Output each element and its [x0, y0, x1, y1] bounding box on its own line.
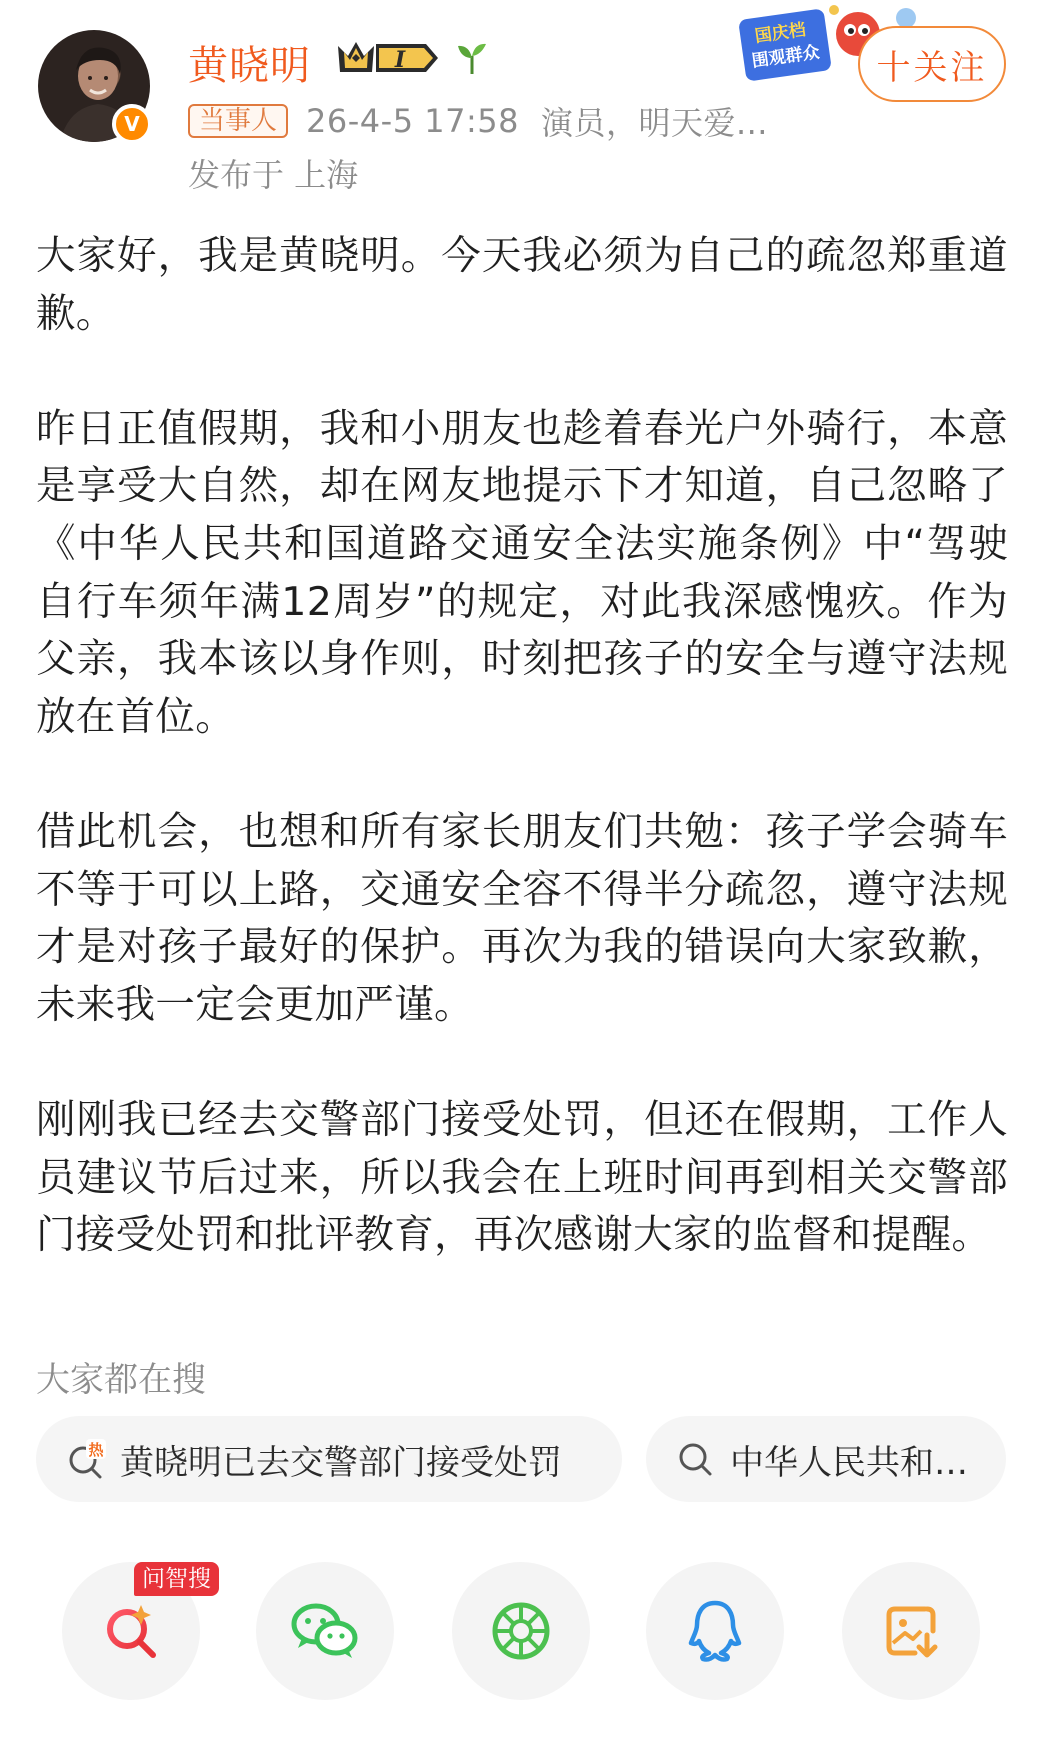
post-location: 发布于 上海	[188, 156, 359, 194]
user-name[interactable]: 黄晓明	[188, 43, 311, 89]
post-time: 26-4-5 17:58	[306, 102, 519, 140]
share-qq-button[interactable]	[646, 1562, 784, 1700]
save-image-icon	[881, 1601, 941, 1661]
post-paragraph: 昨日正值假期，我和小朋友也趁着春光户外骑行，本意是享受大自然，却在网友地提示下才知道，自己忽略了《中华人民共和国道路交通安全法实施条例》中“驾驶自行车须年满12周岁”的规定，对此我深感愧疚。作为父亲，我本该以身作则，时刻把孩子的安全与遵守法规放在首位。	[36, 405, 1008, 740]
wechat-icon	[290, 1600, 360, 1662]
moments-icon	[490, 1600, 552, 1662]
share-wechat-button[interactable]	[256, 1562, 394, 1700]
search-suggestion-hot[interactable]	[36, 1416, 622, 1502]
svg-text:热: 热	[88, 1442, 104, 1459]
svg-text:国庆档: 国庆档	[753, 20, 807, 46]
search-icon	[676, 1439, 716, 1479]
qq-icon	[687, 1599, 743, 1663]
share-moments-button[interactable]	[452, 1562, 590, 1700]
party-tag: 当事人	[188, 104, 288, 138]
post-content	[36, 228, 1008, 1265]
vip-crown-badge-icon[interactable]	[330, 36, 440, 80]
post-paragraph: 刚刚我已经去交警部门接受处罚，但还在假期，工作人员建议节后过来，所以我会在上班时间再到相关交警部门接受处罚和批评教育，再次感谢大家的监督和提醒。	[36, 1096, 1008, 1259]
user-description[interactable]: 演员，明天爱...	[540, 104, 768, 142]
post-paragraph: 大家好，我是黄晓明。今天我必须为自己的疏忽郑重道歉。	[36, 233, 1008, 337]
hot-search-icon	[66, 1439, 106, 1479]
post-meta-row	[188, 100, 768, 142]
search-heading: 大家都在搜	[36, 1360, 206, 1400]
svg-text:围观群众: 围观群众	[750, 42, 821, 71]
search-suggestion-label: 黄晓明已去交警部门接受处罚	[120, 1442, 562, 1483]
avatar[interactable]	[38, 30, 150, 142]
search-suggestion[interactable]	[646, 1416, 1006, 1502]
sprout-icon	[455, 40, 489, 76]
search-suggestion-label: 中华人民共和…	[730, 1442, 968, 1483]
follow-button[interactable]: 十关注	[858, 26, 1006, 102]
vip-level: I	[394, 47, 406, 73]
save-image-button[interactable]	[842, 1562, 980, 1700]
post-paragraph: 借此机会，也想和所有家长朋友们共勉：孩子学会骑车不等于可以上路，交通安全容不得半分疏忽，遵守法规才是对孩子最好的保护。再次为我的错误向大家致歉，未来我一定会更加严谨。	[36, 808, 1008, 1028]
ai-search-tag: 问智搜	[134, 1562, 219, 1596]
verified-v-icon: V	[112, 104, 152, 144]
ai-search-icon	[99, 1599, 163, 1663]
